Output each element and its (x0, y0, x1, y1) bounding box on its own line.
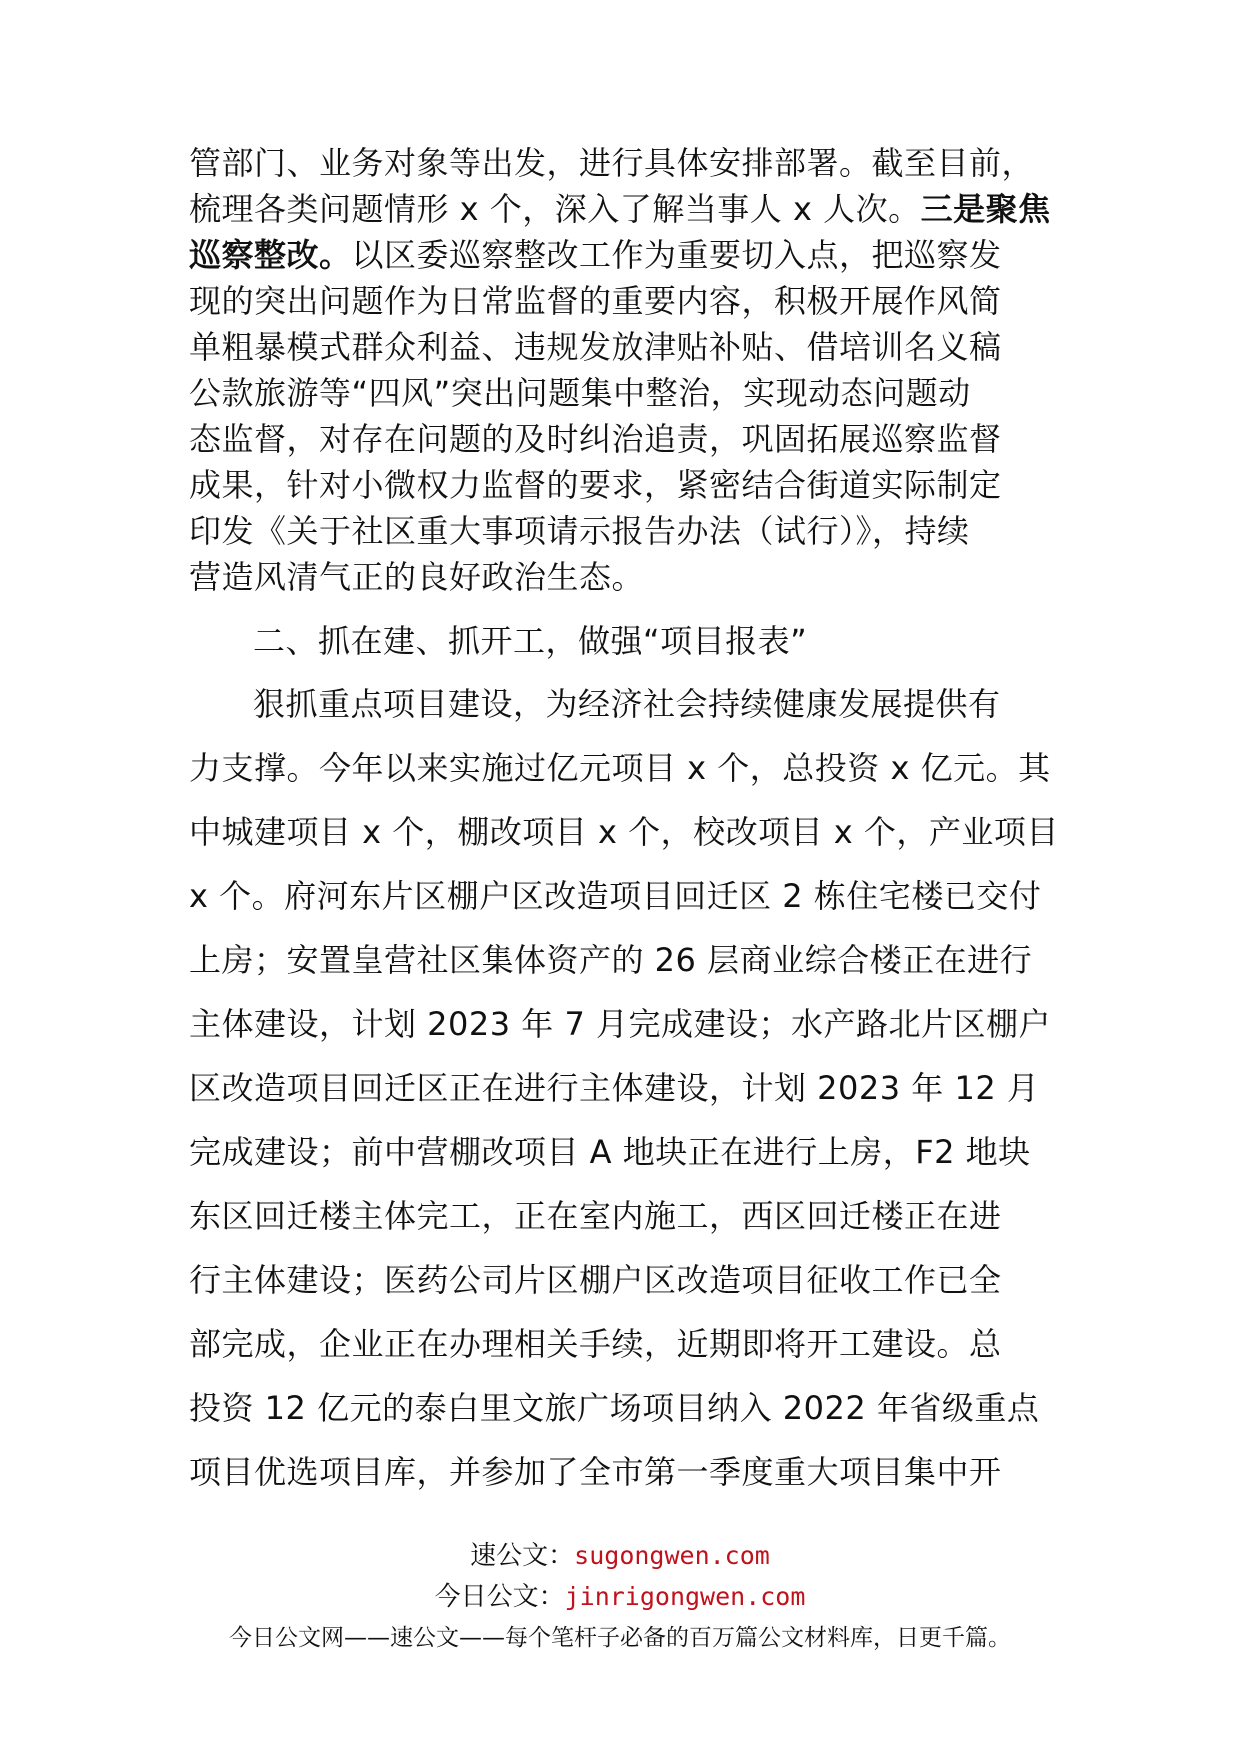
section-heading: 二、抓在建、抓开工，做强“项目报表” (253, 622, 808, 660)
text-line: 中城建项目 x 个，棚改项目 x 个，校改项目 x 个，产业项目 (189, 813, 1059, 851)
text-line: 上房；安置皇营社区集体资产的 26 层商业综合楼正在进行 (189, 941, 1033, 979)
text-segment: 梳理各类问题情形 x 个，深入了解当事人 x 人次。 (189, 190, 921, 228)
text-line: 态监督，对存在问题的及时纠治追责，巩固拓展巡察监督 (189, 420, 1002, 458)
bold-heading-segment: 巡察整改。 (189, 236, 352, 274)
text-line: 现的突出问题作为日常监督的重要内容，积极开展作风简 (189, 282, 1002, 320)
footer-link-jinrigongwen[interactable]: jinrigongwen.com (564, 1582, 806, 1611)
text-line: 项目优选项目库，并参加了全市第一季度重大项目集中开 (189, 1453, 1002, 1491)
footer-tagline: 今日公文网——速公文——每个笔杆子必备的百万篇公文材料库，日更千篇。 (229, 1625, 1011, 1651)
text-line (189, 189, 1051, 229)
text-line: 营造风清气正的良好政治生态。 (189, 558, 645, 596)
text-line: 主体建设，计划 2023 年 7 月完成建设；水产路北片区棚户 (189, 1005, 1051, 1043)
text-line: 投资 12 亿元的泰白里文旅广场项目纳入 2022 年省级重点 (189, 1389, 1040, 1427)
text-line (189, 235, 1002, 275)
text-line: 东区回迁楼主体完工，正在室内施工，西区回迁楼正在进 (189, 1197, 1002, 1235)
text-line: x 个。府河东片区棚户区改造项目回迁区 2 栋住宅楼已交付 (189, 877, 1042, 915)
text-line: 完成建设；前中营棚改项目 A 地块正在进行上房，F2 地块 (189, 1133, 1031, 1171)
text-line: 狠抓重点项目建设，为经济社会持续健康发展提供有 (253, 685, 1001, 723)
footer-line-2 (0, 1581, 1240, 1613)
bold-heading-segment: 三是聚焦 (920, 190, 1051, 228)
text-line: 行主体建设；医药公司片区棚户区改造项目征收工作已全 (189, 1261, 1002, 1299)
text-line: 区改造项目回迁区正在进行主体建设，计划 2023 年 12 月 (189, 1069, 1040, 1107)
footer-label: 今日公文： (434, 1582, 565, 1612)
footer-line-1 (0, 1540, 1240, 1572)
text-segment: 以区委巡察整改工作为重要切入点，把巡察发 (351, 236, 1002, 274)
text-line: 公款旅游等“四风”突出问题集中整治，实现动态问题动 (189, 374, 971, 412)
text-line: 印发《关于社区重大事项请示报告办法（试行）》，持续 (189, 512, 970, 550)
text-line: 力支撑。今年以来实施过亿元项目 x 个，总投资 x 亿元。其 (189, 749, 1051, 787)
text-line: 部完成，企业正在办理相关手续，近期即将开工建设。总 (189, 1325, 1002, 1363)
footer-label: 速公文： (470, 1541, 575, 1571)
text-line: 单粗暴模式群众利益、违规发放津贴补贴、借培训名义稿 (189, 328, 1002, 366)
text-line: 管部门、业务对象等出发，进行具体安排部署。截至目前， (189, 144, 1035, 182)
footer-link-sugongwen[interactable]: sugongwen.com (574, 1541, 770, 1570)
text-line: 成果，针对小微权力监督的要求，紧密结合街道实际制定 (189, 466, 1002, 504)
